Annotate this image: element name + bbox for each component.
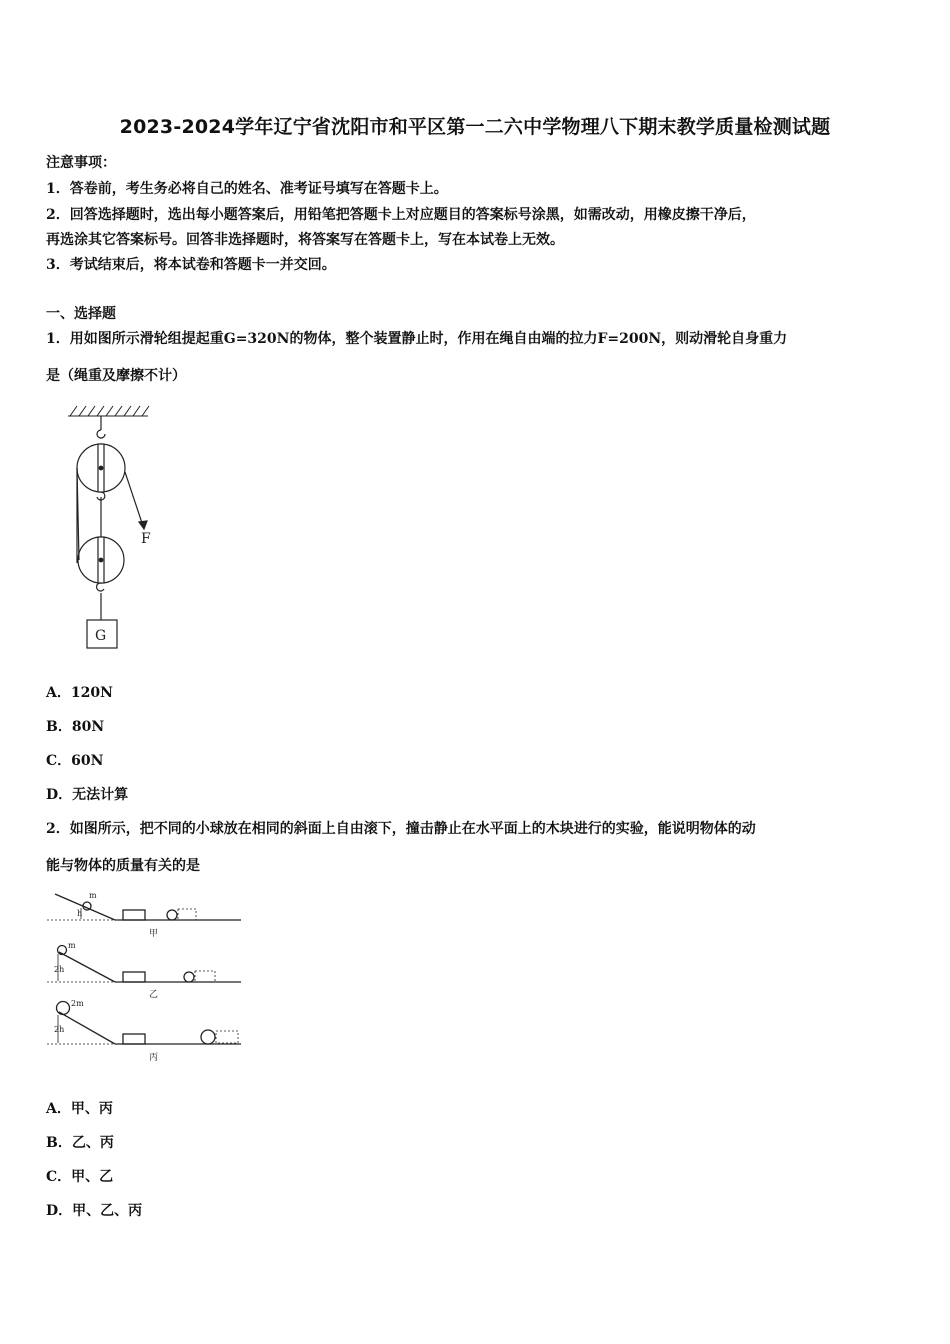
panel-bing-height: 2h [54,1025,65,1034]
question-2-stem-continued: 能与物体的质量有关的是 [46,858,200,874]
panel-bing-mass: 2m [71,999,84,1008]
q2-option-a[interactable]: A．甲、丙 [46,1101,113,1117]
panel-jia-height: h [77,909,83,918]
q1-option-d[interactable]: D．无法计算 [46,787,129,803]
panel-yi-mass: m [68,941,76,950]
notice-item-3: 3．考试结束后，将本试卷和答题卡一并交回。 [46,257,336,273]
ceiling-hatch [68,406,149,416]
notice-item-1: 1．答卷前，考生务必将自己的姓名、准考证号填写在答题卡上。 [46,181,448,197]
q2-option-b[interactable]: B．乙、丙 [46,1135,114,1151]
panel-bing-label: 丙 [149,1053,159,1063]
question-2-stem: 2．如图所示，把不同的小球放在相同的斜面上自由滚下，撞击静止在水平面上的木块进行的实验，能说明物体的动 [46,821,756,837]
q1-option-b[interactable]: B．80N [46,719,105,735]
page-title: 2023-2024学年辽宁省沈阳市和平区第一二六中学物理八下期末教学质量检测试题 [119,116,831,138]
q1-option-a[interactable]: A．120N [46,685,113,701]
question-1-stem: 1．用如图所示滑轮组提起重G=320N的物体，整个装置静止时，作用在绳自由端的拉力F=200N，则动滑轮自身重力 [46,331,788,347]
force-label: F [141,531,151,547]
panel-yi [47,946,241,983]
notice-item-2: 2．回答选择题时，选出每小题答案后，用铅笔把答题卡上对应题目的答案标号涂黑，如需改动，用橡皮擦干净后， [46,207,756,223]
q2-option-c[interactable]: C．甲、乙 [46,1169,114,1185]
q1-option-c[interactable]: C．60N [46,753,104,769]
panel-jia-mass: m [89,891,97,900]
panel-yi-height: 2h [54,965,65,974]
panel-jia-label: 甲 [149,929,159,939]
weight-label: G [95,628,107,644]
notice-item-2-continued: 再选涂其它答案标号。回答非选择题时，将答案写在答题卡上，写在本试卷上无效。 [46,232,564,248]
question-1-stem-continued: 是（绳重及摩擦不计） [46,368,186,384]
panel-yi-label: 乙 [149,990,159,1000]
pulley-figure [55,398,175,658]
q2-option-d[interactable]: D．甲、乙、丙 [46,1203,143,1219]
incline-figure [45,886,245,1066]
notice-heading: 注意事项： [46,155,116,171]
section-heading: 一、选择题 [46,306,116,322]
